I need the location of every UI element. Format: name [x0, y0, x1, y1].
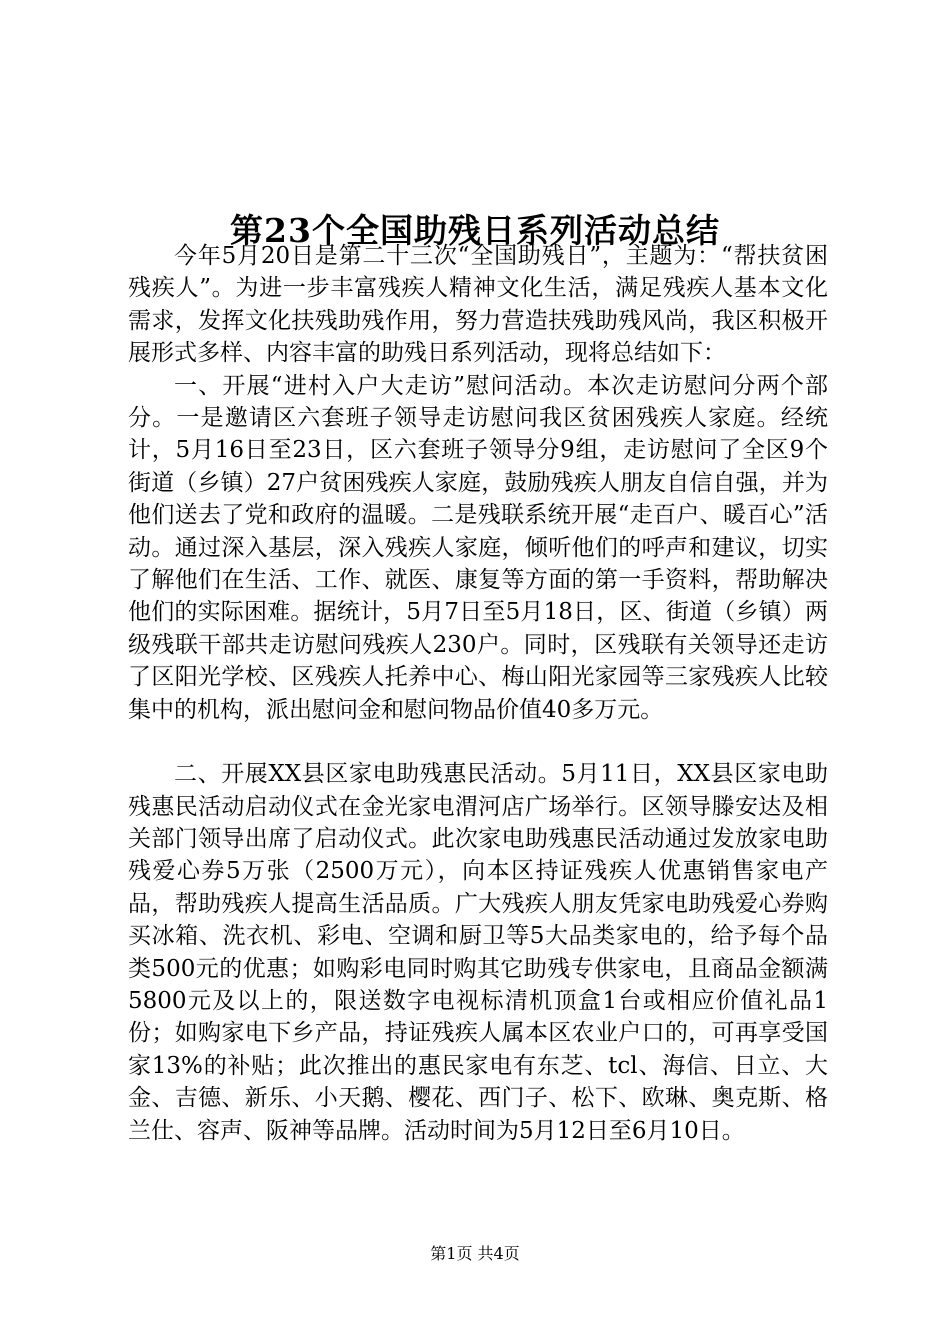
paragraph-intro: 今年5月20日是第二十三次“全国助残日”，主题为：“帮扶贫困残疾人”。为进一步丰富残疾人精神文化生活，满足残疾人基本文化需求，发挥文化扶残助残作用，努力营造扶残助残风尚，我区积极开展形式多样、内容丰富的助残日系列活动，现将总结如下：: [128, 243, 828, 367]
paragraph-section-two: 二、开展XX县区家电助残惠民活动。5月11日，XX县区家电助残惠民活动启动仪式在金光家电渭河店广场举行。区领导滕安达及相关部门领导出席了启动仪式。此次家电助残惠民活动通过发放家电助残爱心券5万张（2500万元），向本区持证残疾人优惠销售家电产品，帮助残疾人提高生活品质。广大残疾人朋友凭家电助残爱心券购买冰箱、洗衣机、彩电、空调和厨卫等5大品类家电的，给予每个品类500元的优惠；如购彩电同时购其它助残专供家电，且商品金额满5800元及以上的，限送数字电视标清机顶盒1台或相应价值礼品1份；如购家电下乡产品，持证残疾人属本区农业户口的，可再享受国家13%的补贴；此次推出的惠民家电有东芝、tcl、海信、日立、大金、吉德、新乐、小天鹅、樱花、西门子、松下、欧琳、奥克斯、格兰仕、容声、阪神等品牌。活动时间为5月12日至6月10日。: [128, 761, 828, 1144]
document-body: [128, 240, 828, 1147]
page-footer: 第1页 共4页: [430, 1244, 520, 1263]
document-title: 第23个全国助残日系列活动总结: [230, 211, 720, 251]
paragraph-section-one: 一、开展“进村入户大走访”慰问活动。本次走访慰问分两个部分。一是邀请区六套班子领导走访慰问我区贫困残疾人家庭。经统计，5月16日至23日，区六套班子领导分9组，走访慰问了全区9个街道（乡镇）27户贫困残疾人家庭，鼓励残疾人朋友自信自强，并为他们送去了党和政府的温暖。二是残联系统开展“走百户、暖百心”活动。通过深入基层，深入残疾人家庭，倾听他们的呼声和建议，切实了解他们在生活、工作、就医、康复等方面的第一手资料，帮助解决他们的实际困难。据统计，5月7日至5月18日，区、街道（乡镇）两级残联干部共走访慰问残疾人230户。同时，区残联有关领导还走访了区阳光学校、区残疾人托养中心、梅山阳光家园等三家残疾人比较集中的机构，派出慰问金和慰问物品价值40多万元。: [128, 372, 828, 723]
